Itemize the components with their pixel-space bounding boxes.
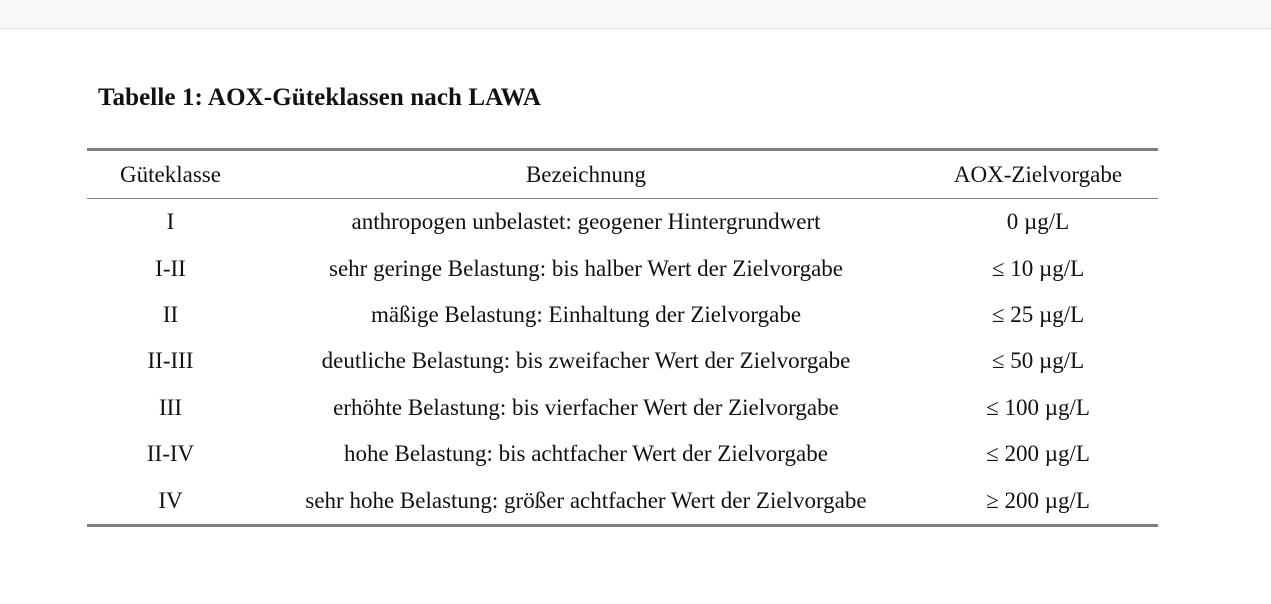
table-caption: Tabelle 1: AOX-Güteklassen nach LAWA [98,84,542,111]
table-row [87,245,1158,291]
table-row [87,385,1158,431]
cell-bezeichnung: hohe Belastung: bis achtfacher Wert der Zielvorgabe [344,441,828,467]
cell-bezeichnung: mäßige Belastung: Einhaltung der Zielvorgabe [370,301,802,327]
cell-gueteklasse: IV [158,487,183,513]
table-row [87,431,1158,477]
aox-quality-table [87,148,1158,527]
table-row [87,292,1158,338]
top-strip [0,0,1271,29]
cell-gueteklasse: III [159,394,182,420]
header-aox-zielvorgabe: AOX-Zielvorgabe [953,161,1123,187]
cell-aox-zielvorgabe: ≤ 200 µg/L [986,441,1090,467]
cell-gueteklasse: I [166,209,175,235]
cell-gueteklasse: I-II [155,255,186,281]
header-bezeichnung: Bezeichnung [525,161,647,187]
cell-gueteklasse: II-IV [146,441,195,467]
cell-aox-zielvorgabe: 0 µg/L [1006,209,1070,235]
table-row [87,477,1158,525]
header-gueteklasse: Güteklasse [120,161,221,187]
cell-aox-zielvorgabe: ≤ 10 µg/L [991,255,1085,281]
cell-bezeichnung: deutliche Belastung: bis zweifacher Wert der Zielvorgabe [321,348,851,374]
cell-gueteklasse: II-III [147,348,194,374]
cell-gueteklasse: II [162,301,179,327]
cell-bezeichnung: sehr hohe Belastung: größer achtfacher Wert der Zielvorgabe [305,487,867,513]
cell-aox-zielvorgabe: ≤ 50 µg/L [991,348,1085,374]
table-row [87,199,1158,246]
cell-aox-zielvorgabe: ≥ 200 µg/L [986,487,1090,513]
cell-aox-zielvorgabe: ≤ 25 µg/L [991,301,1085,327]
cell-aox-zielvorgabe: ≤ 100 µg/L [986,394,1090,420]
cell-bezeichnung: sehr geringe Belastung: bis halber Wert der Zielvorgabe [329,255,843,281]
cell-bezeichnung: erhöhte Belastung: bis vierfacher Wert der Zielvorgabe [333,394,839,420]
cell-bezeichnung: anthropogen unbelastet: geogener Hintergrundwert [351,209,821,235]
table-row [87,338,1158,384]
table-header-row [87,150,1158,199]
